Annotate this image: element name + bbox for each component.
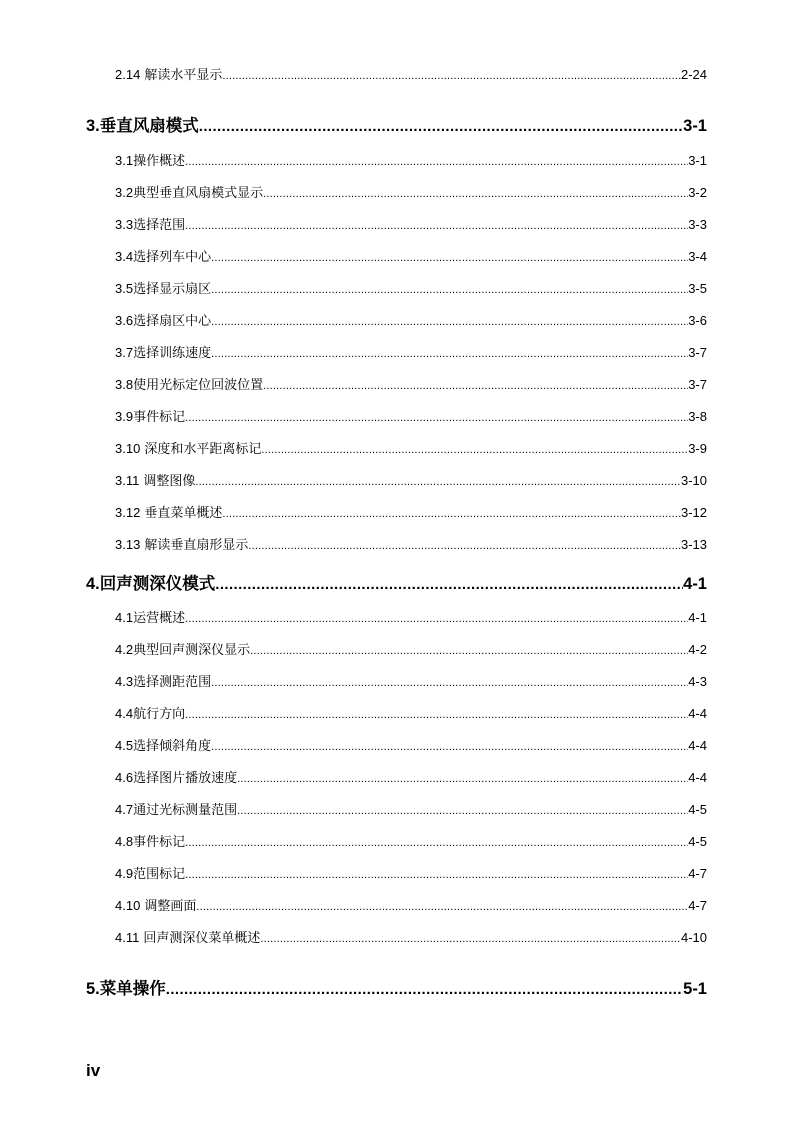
entry-number: 4.8 [115, 834, 134, 849]
entry-title: 解读水平显示 [144, 67, 223, 82]
entry-page-number: 3-10 [680, 473, 707, 488]
entry-number: 3.11 [115, 473, 140, 488]
entry-page-number: 4-4 [688, 770, 707, 785]
entry-page-number: 3-3 [688, 217, 707, 232]
entry-title: 范围标记 [133, 866, 186, 881]
toc-section-entry[interactable] [115, 735, 707, 754]
entry-title: 运营概述 [133, 610, 186, 625]
toc-section-entry[interactable] [115, 831, 707, 850]
toc-section-entry[interactable] [115, 406, 707, 425]
dot-leader [199, 118, 683, 135]
dot-leader [166, 981, 683, 998]
entry-title: 选择范围 [133, 217, 186, 232]
entry-title: 选择扇区中心 [133, 313, 212, 328]
entry-title: 事件标记 [133, 409, 186, 424]
dot-leader [185, 613, 688, 625]
dot-leader [185, 709, 688, 721]
entry-number: 4.5 [115, 738, 134, 753]
toc-section-entry[interactable] [115, 639, 707, 658]
entry-page-number: 3-4 [688, 249, 707, 264]
toc-section-entry[interactable] [115, 703, 707, 722]
entry-number: 3.3 [115, 217, 134, 232]
dot-leader [215, 576, 683, 593]
entry-title: 通过光标测量范围 [133, 802, 238, 817]
entry-number: 3.2 [115, 185, 134, 200]
toc-section-entry[interactable] [115, 438, 707, 457]
toc-section-entry[interactable] [115, 863, 707, 882]
entry-page-number: 3-8 [688, 409, 707, 424]
toc-section-entry[interactable] [115, 374, 707, 393]
entry-page-number: 3-7 [688, 377, 707, 392]
entry-title: 回声测深仪模式 [99, 575, 216, 593]
dot-leader [185, 156, 688, 168]
toc-chapter-entry[interactable] [86, 570, 707, 594]
toc-section-entry[interactable] [115, 310, 707, 329]
entry-page-number: 2-24 [680, 67, 707, 82]
entry-page-number: 4-1 [688, 610, 707, 625]
dot-leader [211, 316, 688, 328]
entry-number: 4.7 [115, 802, 134, 817]
entry-title: 选择倾斜角度 [133, 738, 212, 753]
entry-title: 典型垂直风扇模式显示 [133, 185, 264, 200]
toc-section-entry[interactable] [115, 502, 707, 521]
entry-number: 3.4 [115, 249, 134, 264]
toc-section-entry[interactable] [115, 927, 707, 946]
entry-title: 深度和水平距离标记 [144, 441, 262, 456]
toc-section-entry[interactable] [115, 182, 707, 201]
entry-title: 垂直菜单概述 [144, 505, 223, 520]
dot-leader [222, 70, 681, 82]
page-number: iv [86, 1061, 101, 1080]
entry-number: 3.8 [115, 377, 134, 392]
entry-number: 4.11 [115, 930, 140, 945]
toc-section-entry[interactable] [115, 767, 707, 786]
dot-leader [185, 220, 688, 232]
entry-title: 调整图像 [143, 473, 196, 488]
dot-leader [185, 869, 688, 881]
entry-title: 回声测深仪菜单概述 [143, 930, 261, 945]
dot-leader [211, 677, 688, 689]
entry-number: 3.5 [115, 281, 134, 296]
entry-title: 操作概述 [133, 153, 186, 168]
dot-leader [260, 933, 681, 945]
dot-leader [195, 476, 681, 488]
entry-page-number: 4-4 [688, 738, 707, 753]
entry-number: 3.10 [115, 441, 141, 456]
toc-section-entry[interactable] [115, 342, 707, 361]
entry-title: 选择图片播放速度 [133, 770, 238, 785]
entry-number: 3.9 [115, 409, 134, 424]
entry-number: 4.1 [115, 610, 134, 625]
toc-section-entry[interactable] [115, 64, 707, 83]
toc-section-entry[interactable] [115, 607, 707, 626]
entry-number: 3.1 [115, 153, 134, 168]
entry-number: 4.6 [115, 770, 134, 785]
entry-page-number: 3-1 [688, 153, 707, 168]
entry-number: 3.6 [115, 313, 134, 328]
entry-page-number: 4-1 [683, 575, 707, 593]
entry-page-number: 4-3 [688, 674, 707, 689]
entry-page-number: 3-7 [688, 345, 707, 360]
dot-leader [222, 508, 681, 520]
entry-number: 4.10 [115, 898, 141, 913]
entry-page-number: 4-7 [688, 866, 707, 881]
entry-number: 4. [86, 575, 100, 593]
toc-section-entry[interactable] [115, 895, 707, 914]
entry-number: 4.2 [115, 642, 134, 657]
toc-chapter-entry[interactable] [86, 975, 707, 999]
entry-page-number: 4-5 [688, 834, 707, 849]
entry-page-number: 4-10 [680, 930, 707, 945]
entry-number: 3. [86, 117, 100, 135]
toc-section-entry[interactable] [115, 470, 707, 489]
dot-leader [250, 645, 688, 657]
entry-page-number: 5-1 [683, 980, 707, 998]
dot-leader [211, 348, 688, 360]
dot-leader [196, 901, 688, 913]
entry-title: 垂直风扇模式 [99, 117, 199, 135]
entry-page-number: 4-7 [688, 898, 707, 913]
dot-leader [185, 412, 688, 424]
entry-title: 解读垂直扇形显示 [144, 537, 249, 552]
toc-section-entry[interactable] [115, 214, 707, 233]
entry-page-number: 4-2 [688, 642, 707, 657]
dot-leader [211, 284, 688, 296]
entry-number: 2.14 [115, 67, 141, 82]
entry-title: 菜单操作 [99, 980, 166, 998]
dot-leader [248, 540, 681, 552]
entry-page-number: 4-4 [688, 706, 707, 721]
toc-section-entry[interactable] [115, 534, 707, 553]
entry-title: 选择列车中心 [133, 249, 212, 264]
toc-section-entry[interactable] [115, 799, 707, 818]
entry-title: 选择测距范围 [133, 674, 212, 689]
entry-number: 3.13 [115, 537, 141, 552]
entry-title: 调整画面 [144, 898, 197, 913]
entry-page-number: 3-1 [683, 117, 707, 135]
toc-section-entry[interactable] [115, 671, 707, 690]
entry-page-number: 3-13 [680, 537, 707, 552]
dot-leader [185, 837, 688, 849]
entry-page-number: 4-5 [688, 802, 707, 817]
entry-number: 5. [86, 980, 100, 998]
toc-section-entry[interactable] [115, 150, 707, 169]
entry-title: 使用光标定位回波位置 [133, 377, 264, 392]
entry-page-number: 3-12 [680, 505, 707, 520]
entry-title: 典型回声测深仪显示 [133, 642, 251, 657]
entry-number: 4.9 [115, 866, 134, 881]
entry-page-number: 3-2 [688, 185, 707, 200]
dot-leader [237, 805, 688, 817]
entry-number: 3.12 [115, 505, 141, 520]
entry-number: 4.3 [115, 674, 134, 689]
dot-leader [263, 188, 688, 200]
dot-leader [211, 741, 688, 753]
entry-title: 选择显示扇区 [133, 281, 212, 296]
dot-leader [237, 773, 688, 785]
toc-chapter-entry[interactable] [86, 112, 707, 136]
entry-page-number: 3-6 [688, 313, 707, 328]
entry-number: 3.7 [115, 345, 134, 360]
entry-number: 4.4 [115, 706, 134, 721]
entry-title: 航行方向 [133, 706, 186, 721]
dot-leader [261, 444, 688, 456]
toc-section-entry[interactable] [115, 278, 707, 297]
entry-title: 选择训练速度 [133, 345, 212, 360]
entry-page-number: 3-5 [688, 281, 707, 296]
toc-section-entry[interactable] [115, 246, 707, 265]
entry-page-number: 3-9 [688, 441, 707, 456]
dot-leader [211, 252, 688, 264]
entry-title: 事件标记 [133, 834, 186, 849]
dot-leader [263, 380, 688, 392]
